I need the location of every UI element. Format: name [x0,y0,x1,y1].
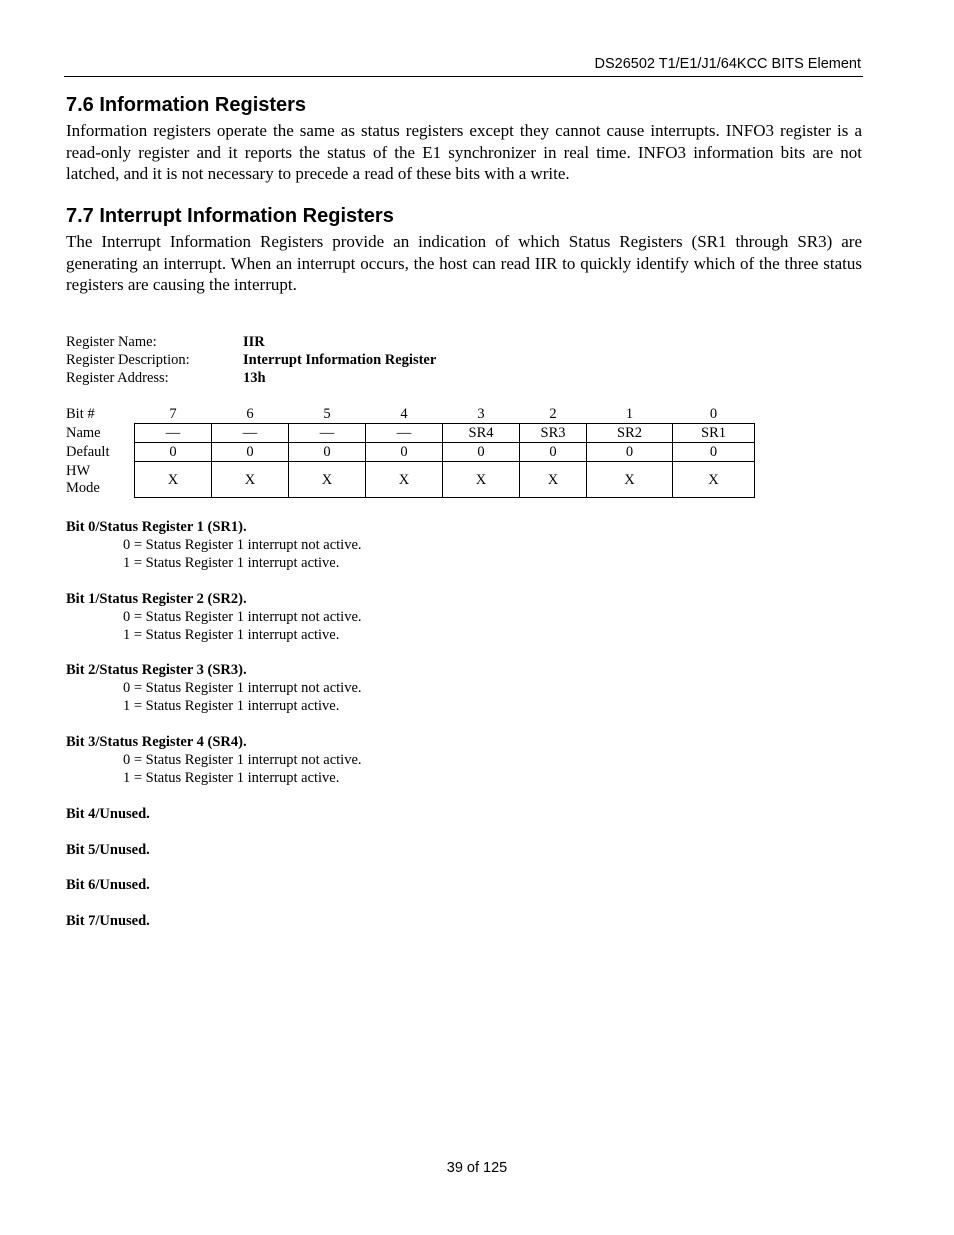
bit-description-title: Bit 3/Status Register 4 (SR4). [66,734,247,750]
bit-name-cell: — [212,424,289,443]
bit-default-cell: 0 [443,443,520,462]
running-header: DS26502 T1/E1/J1/64KCC BITS Element [594,56,861,72]
register-address-value: 13h [243,370,266,386]
section-heading-7-7: 7.7 Interrupt Information Registers [66,205,394,227]
bit-number: 0 [709,406,718,422]
bit-description-line: 1 = Status Register 1 interrupt active. [123,555,340,571]
bit-number: 6 [246,406,254,422]
bit-name-label: Name [66,424,101,441]
bit-name-cell: SR2 [587,424,673,443]
bit-default-row [66,443,755,462]
bit-description [66,733,362,787]
bit-name-cell: SR4 [443,424,520,443]
bit-description [66,661,362,715]
bit-description-line: 0 = Status Register 1 interrupt not active. [123,609,362,625]
bit-hw-mode-label [66,462,135,498]
bit-description-line: 0 = Status Register 1 interrupt not active. [123,537,362,553]
hw-label-line1: HW [66,462,91,479]
bit-description-line: 1 = Status Register 1 interrupt active. [123,627,340,643]
bit-name-row [66,424,755,443]
bit-hw-mode-cell: X [366,462,443,498]
bit-description-title: Bit 5/Unused. [66,842,150,858]
bit-hw-mode-cell: X [587,462,673,498]
bit-description-title: Bit 4/Unused. [66,806,150,822]
bit-description-line: 0 = Status Register 1 interrupt not active. [123,680,362,696]
register-description-label: Register Description: [66,352,190,368]
bit-name-cell: — [366,424,443,443]
register-name-label: Register Name: [66,334,157,350]
bit-description-title: Bit 7/Unused. [66,913,150,929]
bit-default-cell: 0 [212,443,289,462]
register-bit-table [66,405,755,498]
register-name-value: IIR [243,334,265,350]
bit-number: 1 [625,406,634,422]
bit-description [66,912,150,930]
bit-number-row [66,405,755,424]
bit-number: 7 [169,406,177,422]
hw-label-line2: Mode [66,479,100,496]
section-body-7-7: The Interrupt Information Registers provide an indication of which Status Registers (SR1 through SR3) are generating an interrupt. When an interrupt occurs, the host can read IIR to quickly identify which of the three status registers are causing the interrupt. [66,232,862,294]
bit-hw-mode-cell: X [520,462,587,498]
bit-description-line: 0 = Status Register 1 interrupt not active. [123,752,362,768]
register-address-label: Register Address: [66,370,169,386]
bit-default-cell: 0 [289,443,366,462]
bit-description-line: 1 = Status Register 1 interrupt active. [123,770,340,786]
bit-description [66,518,362,572]
register-description-value: Interrupt Information Register [243,352,437,368]
bit-description-title: Bit 0/Status Register 1 (SR1). [66,519,247,535]
bit-description-title: Bit 2/Status Register 3 (SR3). [66,662,247,678]
bit-description-title: Bit 1/Status Register 2 (SR2). [66,591,247,607]
bit-hw-mode-row [66,462,755,498]
bit-description-title: Bit 6/Unused. [66,877,150,893]
bit-name-cell: — [135,424,212,443]
bit-description [66,805,150,823]
page-number: 39 of 125 [446,1160,508,1176]
bit-default-cell: 0 [135,443,212,462]
bit-default-label: Default [66,443,110,460]
bit-name-cell: SR3 [520,424,587,443]
bit-number: 3 [477,406,485,422]
bit-default-cell: 0 [366,443,443,462]
bit-hw-mode-cell: X [673,462,755,498]
bit-description [66,841,150,859]
header-rule [64,76,863,77]
bit-description [66,876,150,894]
bit-hw-mode-cell: X [443,462,520,498]
bit-default-cell: 0 [520,443,587,462]
bit-number: 4 [400,406,408,422]
bit-number-label: Bit # [66,405,95,422]
bit-default-cell: 0 [587,443,673,462]
bit-number: 5 [323,406,331,422]
bit-description [66,590,362,644]
bit-hw-mode-cell: X [289,462,366,498]
bit-hw-mode-cell: X [135,462,212,498]
section-body-7-6: Information registers operate the same as status registers except they cannot cause interrupts. INFO3 register is a read-only register and it reports the status of the E1 synchronizer in real time. INFO3 information bits are not latched, and it is not necessary to precede a read of these bits with a write. [66,121,862,183]
bit-number: 2 [549,406,557,422]
bit-name-cell: SR1 [673,424,755,443]
bit-hw-mode-cell: X [212,462,289,498]
bit-default-cell: 0 [673,443,755,462]
bit-description-line: 1 = Status Register 1 interrupt active. [123,698,340,714]
bit-name-cell: — [289,424,366,443]
section-heading-7-6: 7.6 Information Registers [66,94,307,116]
